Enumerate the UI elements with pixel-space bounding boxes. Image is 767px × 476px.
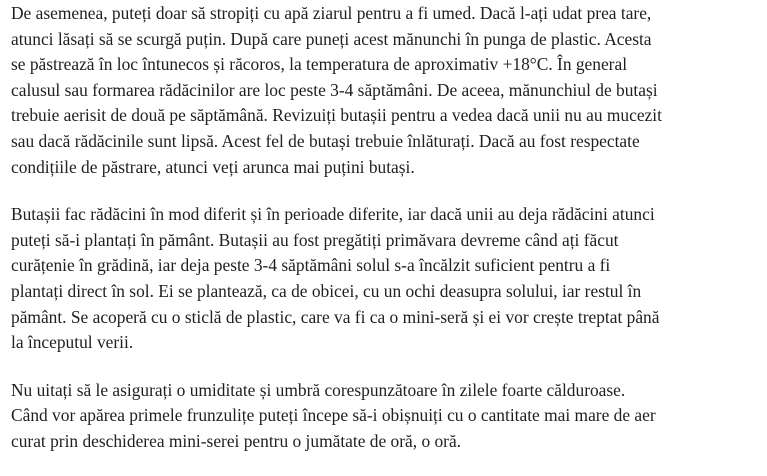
paragraph-line: calusul sau formarea rădăcinilor are loc peste 3-4 săptămâni. De aceea, mănunchiul de butași (11, 79, 658, 100)
paragraph-line: curat prin deschiderea mini-serei pentru o jumătate de oră, o oră. (11, 430, 462, 451)
paragraph-line: plantați direct în sol. Ei se plantează, ca de obicei, cu un ochi deasupra solului, iar restul în (11, 280, 642, 301)
paragraph-line: trebuie aerisit de două pe săptămână. Revizuiți butașii pentru a vedea dacă unii nu au mucezit (11, 105, 662, 126)
paragraph-care (11, 378, 763, 455)
paragraph-line: condițiile de păstrare, atunci veți arunca mai puțini butași. (11, 156, 415, 177)
paragraph-line: puteți să-i plantați în pământ. Butașii au fost pregătiți primăvara devreme când ați făcut (11, 229, 619, 250)
paragraph-line: Butașii fac rădăcini în mod diferit și în perioade diferite, iar dacă unii au deja rădăcini atunci (11, 204, 655, 225)
paragraph-line: Când vor apărea primele frunzulițe puteți începe să-i obișnuiți cu o cantitate mai mare de aer (11, 405, 656, 426)
paragraph-planting (11, 202, 763, 356)
paragraph-line: atunci lăsați să se scurgă puțin. După care puneți acest mănunchi în punga de plastic. Acesta (11, 28, 652, 49)
paragraph-line: curățenie în grădină, iar deja peste 3-4 săptămâni solul s-a încălzit suficient pentru a fi (11, 255, 611, 276)
paragraph-line: pământ. Se acoperă cu o sticlă de plastic, care va fi ca o mini-seră și ei vor crește treptat până (11, 306, 660, 327)
paragraph-line: Nu uitați să le asigurați o umiditate și umbră corespunzătoare în zilele foarte călduroase. (11, 379, 626, 400)
paragraph-line: se păstrează în loc întunecos și răcoros, la temperatura de aproximativ +18°C. În general (11, 54, 628, 75)
paragraph-line: De asemenea, puteți doar să stropiți cu apă ziarul pentru a fi umed. Dacă l-ați udat prea tare, (11, 3, 652, 23)
paragraph-storage (11, 1, 763, 180)
paragraph-line: sau dacă rădăcinile sunt lipsă. Acest fel de butași trebuie înlăturați. Dacă au fost respectate (11, 130, 640, 151)
paragraph-line: la începutul verii. (11, 332, 134, 353)
